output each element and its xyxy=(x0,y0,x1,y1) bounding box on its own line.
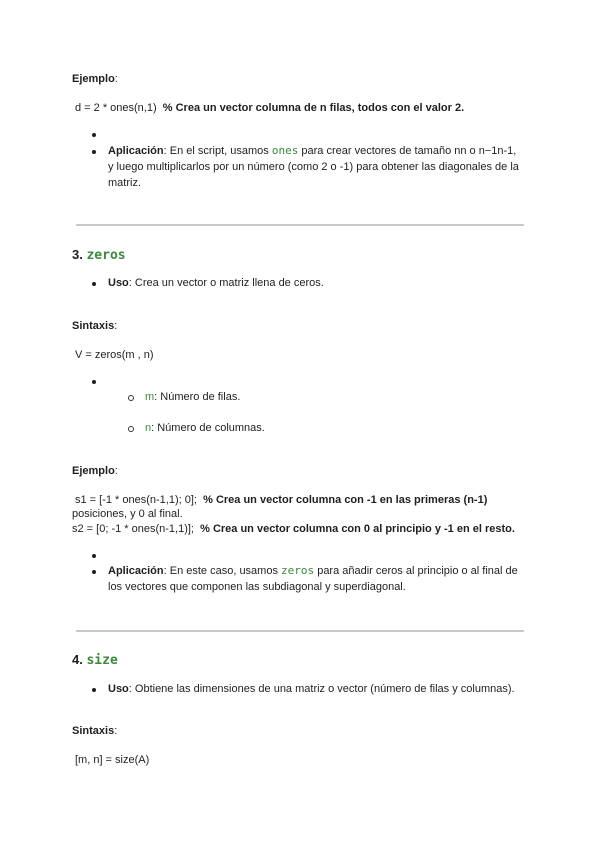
syntax-line: V = zeros(m , n) xyxy=(75,349,154,361)
empty-bullet xyxy=(92,380,96,384)
ejemplo-code-line: d = 2 * ones(n,1) % Crea un vector columna de n filas, todos con el valor 2. xyxy=(75,102,465,114)
sub-bullet xyxy=(128,426,134,432)
sintaxis-heading: Sintaxis: xyxy=(72,320,118,332)
section-divider xyxy=(76,630,524,632)
sub-bullet xyxy=(128,395,134,401)
param-m: m: Número de filas. xyxy=(145,391,241,403)
param-n: n: Número de columnas. xyxy=(145,422,265,434)
section-divider xyxy=(76,224,524,226)
example-line-2: posiciones, y 0 al final. xyxy=(72,508,183,520)
aplicacion-paragraph: Aplicación: En este caso, usamos zeros para añadir ceros al principio o al final de los vectores que componen las subdiagonal y superdiagonal. xyxy=(108,564,518,593)
uso-line: Uso: Crea un vector o matriz llena de ceros. xyxy=(108,277,324,289)
bullet xyxy=(92,282,96,286)
bullet xyxy=(92,570,96,574)
inline-code: ones xyxy=(271,144,299,157)
bullet xyxy=(92,150,96,154)
ejemplo-heading: Ejemplo: xyxy=(72,73,118,85)
section-4-title: 4. size xyxy=(72,652,118,668)
empty-bullet xyxy=(92,133,96,137)
section-3-title: 3. zeros xyxy=(72,247,126,263)
syntax-line: [m, n] = size(A) xyxy=(75,754,150,766)
comment: % Crea un vector columna de n filas, todos con el valor 2. xyxy=(162,102,465,114)
uso-line: Uso: Obtiene las dimensiones de una matriz o vector (número de filas y columnas). xyxy=(108,683,515,695)
inline-code: zeros xyxy=(281,564,315,577)
sintaxis-heading: Sintaxis: xyxy=(72,725,118,737)
ejemplo-heading: Ejemplo: xyxy=(72,465,118,477)
aplicacion-paragraph: Aplicación: En el script, usamos ones para crear vectores de tamaño nn o n−1n-1, y luego multiplicarlos por un número (como 2 o -1) para obtener las diagonales de la matriz. xyxy=(108,144,519,189)
example-line-1: s1 = [-1 * ones(n-1,1); 0]; % Crea un vector columna con -1 en las primeras (n-1) xyxy=(75,494,488,506)
empty-bullet xyxy=(92,554,96,558)
bullet xyxy=(92,688,96,692)
example-line-3: s2 = [0; -1 * ones(n-1,1)]; % Crea un vector columna con 0 al principio y -1 en el resto. xyxy=(72,523,515,535)
